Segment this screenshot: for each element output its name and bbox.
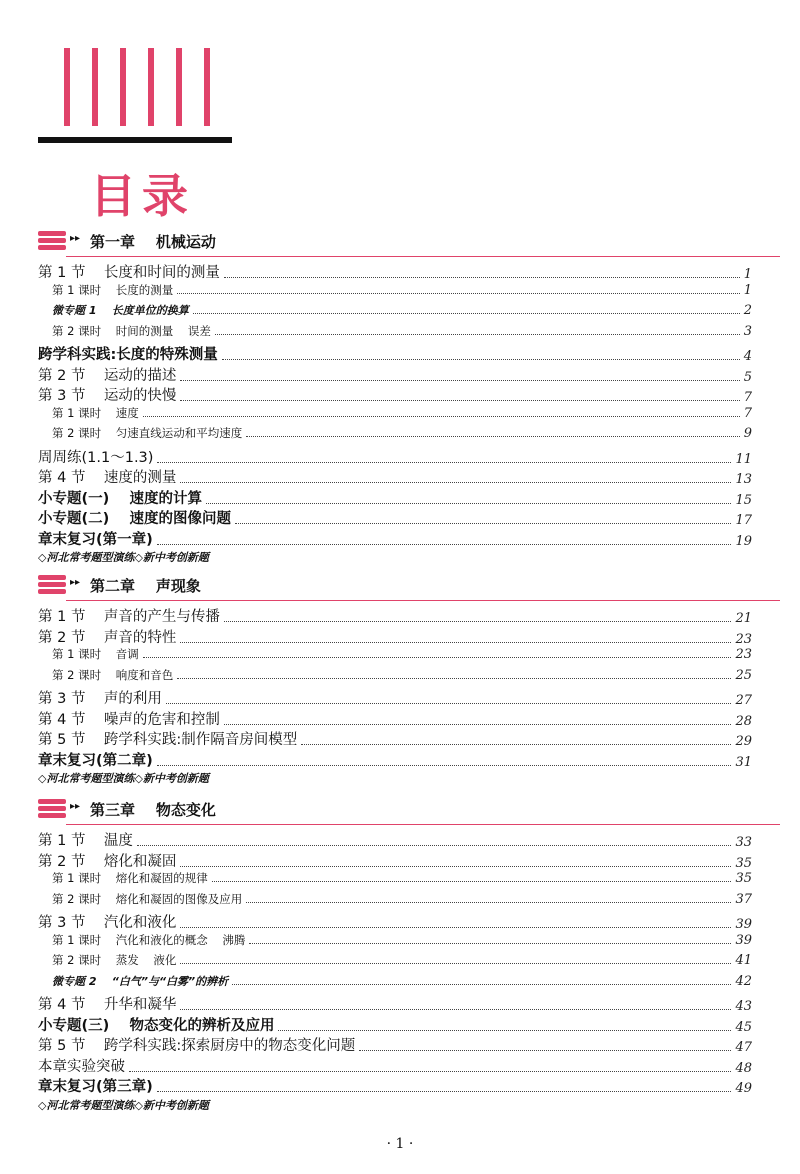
dot-leader <box>215 334 740 335</box>
toc-entry-label: 第 1 节 温度 <box>38 833 133 849</box>
toc-entry-page: 23 <box>735 647 752 662</box>
toc-entry[interactable] <box>38 302 752 318</box>
toc-entry-page: 29 <box>735 734 752 749</box>
toc-entry-label: 第 1 课时 速度 <box>52 405 139 420</box>
toc-entry[interactable] <box>38 261 752 282</box>
toc-entry-label: 本章实验突破 <box>38 1058 125 1075</box>
toc-entry-page: 25 <box>735 667 752 683</box>
bar-3 <box>120 48 126 126</box>
toc-entry-label: 第 1 课时 熔化和凝固的规律 <box>52 871 208 885</box>
chapter-title: 第二章 声现象 <box>90 577 201 595</box>
toc-entry[interactable] <box>38 425 752 441</box>
toc-entry-page: 7 <box>743 390 752 405</box>
dot-leader <box>180 866 731 867</box>
toc-entry-label: 第 2 节 运动的描述 <box>38 367 177 384</box>
page-number: · 1 · <box>386 1136 414 1152</box>
toc-entry[interactable] <box>38 487 752 508</box>
toc-entry-label: 第 4 节 升华和凝华 <box>38 997 177 1013</box>
dot-leader <box>157 462 731 463</box>
dot-leader <box>222 359 740 360</box>
dot-leader <box>193 313 740 314</box>
toc-entry[interactable] <box>38 911 752 932</box>
toc-entry[interactable] <box>38 384 752 405</box>
toc-entry[interactable] <box>38 973 752 989</box>
toc-entry-page: 23 <box>735 631 752 647</box>
toc-entry-label: 第 1 课时 长度的测量 <box>52 282 174 297</box>
dot-leader <box>180 642 731 643</box>
toc-entry-label: 章末复习(第三章) <box>38 1079 153 1095</box>
toc-entry-label: 章末复习(第二章) <box>38 752 153 769</box>
toc-entry-label: 第 1 节 长度和时间的测量 <box>38 265 220 281</box>
toc-entry-page: 43 <box>735 999 752 1014</box>
dot-leader <box>180 927 731 928</box>
dot-leader <box>157 544 732 545</box>
toc-entry-page: 1 <box>743 267 752 282</box>
dot-leader <box>224 724 732 725</box>
toc-entry[interactable] <box>38 323 752 339</box>
toc-entry-page: 11 <box>735 451 752 467</box>
toc-entry-page: 45 <box>735 1019 752 1035</box>
toc-entry-page: 7 <box>743 405 752 421</box>
toc-entry-label: 第 2 课时 时间的测量 误差 <box>52 323 211 338</box>
dot-leader <box>180 400 739 401</box>
toc-entry[interactable] <box>38 829 752 850</box>
toc-entry[interactable] <box>38 728 752 749</box>
toc-entry-label: 跨学科实践:长度的特殊测量 <box>38 347 218 363</box>
toc-entry-page: 28 <box>735 713 752 729</box>
toc-entry-label: 第 2 课时 蒸发 液化 <box>52 953 177 967</box>
toc-entry-label: 第 1 课时 汽化和液化的概念 沸腾 <box>52 932 246 947</box>
toc-entry-label: 第 4 节 噪声的危害和控制 <box>38 711 220 728</box>
dot-leader <box>157 765 732 766</box>
dot-leader <box>246 902 731 903</box>
toc-entry[interactable] <box>38 507 752 528</box>
toc-entry[interactable] <box>38 708 752 729</box>
dot-leader <box>143 657 732 658</box>
toc-entry-page: 27 <box>735 693 752 708</box>
toc-entry-page: 2 <box>743 303 752 318</box>
dot-leader <box>235 523 732 524</box>
bar-6 <box>204 48 210 126</box>
toc-entry-label: 第 2 课时 匀速直线运动和平均速度 <box>52 426 243 440</box>
chapter-title: 第三章 物态变化 <box>90 801 216 819</box>
toc-entry[interactable] <box>38 687 752 708</box>
toc-entry-page: 9 <box>743 426 752 441</box>
toc-entry-page: 35 <box>735 871 752 886</box>
toc-entry-page: 15 <box>735 492 752 508</box>
toc-entry-page: 39 <box>735 917 752 932</box>
toc-entry[interactable] <box>38 405 752 421</box>
bar-4 <box>148 48 154 126</box>
toc-entry-page: 19 <box>735 533 752 549</box>
dot-leader <box>212 881 732 882</box>
bar-5 <box>176 48 182 126</box>
books-icon <box>38 231 68 253</box>
toc-entry-label: 小专题(三) 物态变化的辨析及应用 <box>38 1017 275 1034</box>
chapter-title: 第一章 机械运动 <box>90 233 216 251</box>
toc-entry-label: 第 2 节 熔化和凝固 <box>38 853 177 870</box>
toc-entry[interactable] <box>38 646 752 662</box>
toc-entry-label: 微专题 1 长度单位的换算 <box>52 304 189 317</box>
dot-leader <box>206 503 732 504</box>
chapter-heading <box>38 797 780 825</box>
toc-entry-label: 第 3 节 声的利用 <box>38 691 162 707</box>
chapter-heading <box>38 573 780 601</box>
dot-leader <box>177 293 739 294</box>
arrow-icon: ▸▸ <box>70 801 81 812</box>
dot-leader <box>129 1071 731 1072</box>
toc-entry-label: 第 2 课时 响度和音色 <box>52 667 174 682</box>
toc-entry-label: 第 5 节 跨学科实践:探索厨房中的物态变化问题 <box>38 1038 356 1054</box>
toc-entry[interactable] <box>38 528 752 549</box>
toc-entry-label: 第 2 节 声音的特性 <box>38 629 177 646</box>
chapter-note: ◇河北常考题型演练◇新中考创新题 <box>38 772 209 785</box>
toc-entry[interactable] <box>38 466 752 487</box>
books-icon <box>38 799 68 821</box>
toc-entry[interactable] <box>38 932 752 948</box>
bar-2 <box>92 48 98 126</box>
toc-entry[interactable] <box>38 343 752 364</box>
dot-leader <box>180 1009 731 1010</box>
dot-leader <box>246 436 739 437</box>
dot-leader <box>224 621 732 622</box>
header-rule <box>38 137 232 143</box>
toc-entry[interactable] <box>38 891 752 907</box>
dot-leader <box>157 1091 732 1092</box>
toc-entry[interactable] <box>38 667 752 683</box>
toc-entry[interactable] <box>38 1055 752 1076</box>
dot-leader <box>177 678 731 679</box>
toc-entry-label: 第 5 节 跨学科实践:制作隔音房间模型 <box>38 732 298 748</box>
toc-entry-label: 第 1 节 声音的产生与传播 <box>38 609 220 625</box>
chapter-rule <box>66 256 780 258</box>
chapter-note: ◇河北常考题型演练◇新中考创新题 <box>38 551 209 564</box>
chapter-rule <box>66 600 780 602</box>
chapter-heading <box>38 229 780 257</box>
toc-entry[interactable] <box>38 1075 752 1096</box>
toc-entry-page: 17 <box>735 513 752 528</box>
toc-entry[interactable] <box>38 993 752 1014</box>
toc-entry-label: 小专题(一) 速度的计算 <box>38 490 202 507</box>
toc-entry[interactable] <box>38 1034 752 1055</box>
dot-leader <box>180 963 731 964</box>
dot-leader <box>359 1050 731 1051</box>
toc-entry-page: 48 <box>735 1060 752 1076</box>
toc-entry-page: 5 <box>743 369 752 385</box>
toc-entry-page: 21 <box>735 611 752 626</box>
toc-entry-label: 第 4 节 速度的测量 <box>38 470 177 486</box>
toc-entry-page: 31 <box>735 754 752 770</box>
dot-leader <box>224 277 740 278</box>
arrow-icon: ▸▸ <box>70 233 81 244</box>
toc-entry-label: 微专题 2 “白气”与“白雾”的辨析 <box>52 974 229 988</box>
decorative-bars <box>64 48 244 128</box>
dot-leader <box>301 744 731 745</box>
toc-entry[interactable] <box>38 952 752 968</box>
toc-entry[interactable] <box>38 282 752 298</box>
chapter-note: ◇河北常考题型演练◇新中考创新题 <box>38 1098 209 1112</box>
toc-entry[interactable] <box>38 626 752 647</box>
toc-entry-label: 小专题(二) 速度的图像问题 <box>38 511 231 527</box>
toc-entry-page: 39 <box>735 932 752 948</box>
toc-entry-page: 4 <box>743 349 752 364</box>
toc-entry-page: 33 <box>735 835 752 850</box>
toc-entry-label: 第 3 节 运动的快慢 <box>38 388 177 404</box>
bar-1 <box>64 48 70 126</box>
toc-entry-page: 47 <box>735 1040 752 1055</box>
chapter-rule <box>66 824 780 826</box>
toc-entry[interactable] <box>38 364 752 385</box>
dot-leader <box>278 1030 731 1031</box>
toc-entry-page: 49 <box>735 1081 752 1096</box>
toc-entry[interactable] <box>38 605 752 626</box>
dot-leader <box>180 380 739 381</box>
dot-leader <box>249 943 731 944</box>
dot-leader <box>180 482 731 483</box>
toc-entry-label: 第 2 课时 熔化和凝固的图像及应用 <box>52 891 243 906</box>
toc-entry-page: 37 <box>735 891 752 907</box>
page-title: 目录 <box>90 169 194 223</box>
toc-entry[interactable] <box>38 1014 752 1035</box>
toc-entry-page: 42 <box>735 973 752 989</box>
toc-entry-page: 3 <box>743 323 752 339</box>
toc-entry-label: 周周练(1.1～1.3) <box>38 449 154 466</box>
toc-entry[interactable] <box>38 446 752 467</box>
toc-entry-page: 1 <box>743 282 752 298</box>
toc-entry-label: 第 1 课时 音调 <box>52 647 139 661</box>
dot-leader <box>166 703 732 704</box>
toc-entry[interactable] <box>38 749 752 770</box>
dot-leader <box>143 416 740 417</box>
toc-entry-label: 第 3 节 汽化和液化 <box>38 915 177 931</box>
toc-entry-page: 41 <box>735 953 752 968</box>
toc-entry[interactable] <box>38 870 752 886</box>
toc-entry[interactable] <box>38 850 752 871</box>
toc-entry-page: 35 <box>735 855 752 871</box>
books-icon <box>38 575 68 597</box>
toc-entry-page: 13 <box>735 472 752 487</box>
dot-leader <box>232 984 731 985</box>
dot-leader <box>137 845 732 846</box>
toc-entry-label: 章末复习(第一章) <box>38 531 153 548</box>
arrow-icon: ▸▸ <box>70 577 81 588</box>
